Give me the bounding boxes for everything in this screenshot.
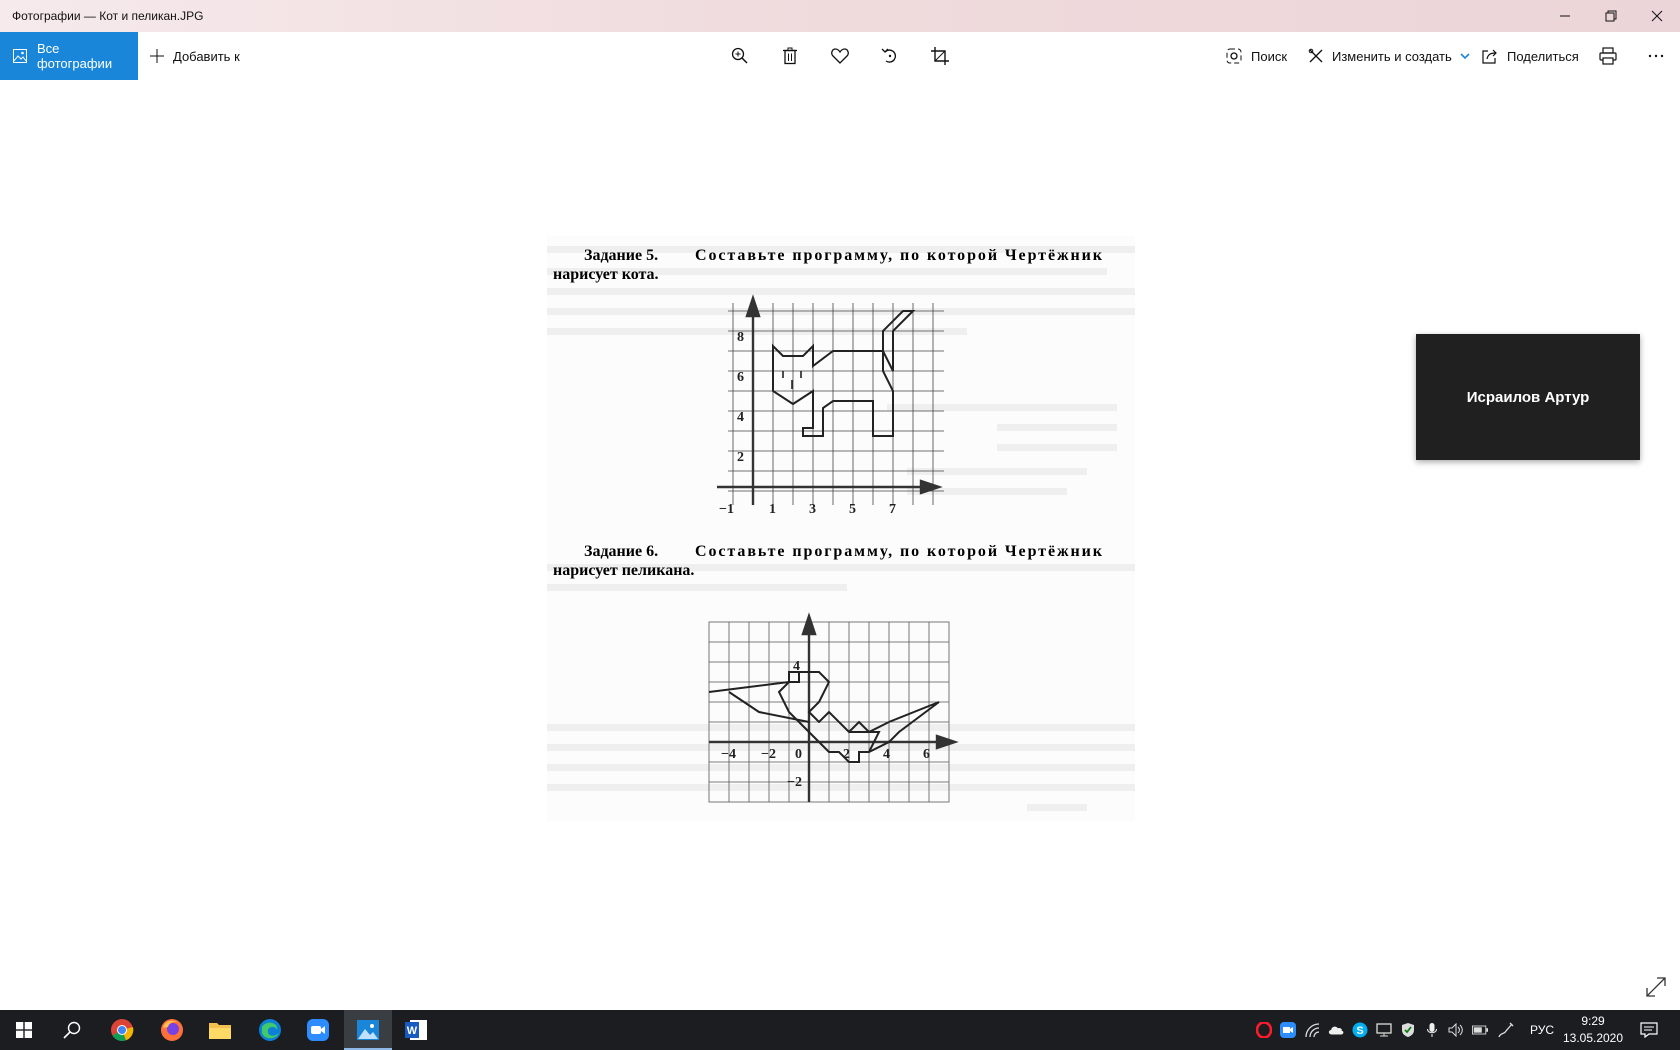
heart-icon	[831, 48, 849, 64]
svg-text:4: 4	[883, 747, 890, 762]
task6-text-line1: Составьте программу, по которой Чертёжник	[695, 543, 1102, 560]
crop-button[interactable]	[926, 42, 954, 70]
svg-text:W: W	[406, 1025, 418, 1037]
share-icon	[1482, 48, 1498, 64]
photos-icon	[356, 1019, 380, 1041]
search-label: Поиск	[1251, 48, 1288, 64]
tray-onedrive[interactable]	[1328, 1022, 1344, 1038]
tray-display[interactable]	[1376, 1022, 1392, 1038]
clock-time: 9:29	[1581, 1014, 1605, 1028]
tray-microphone[interactable]	[1424, 1022, 1440, 1038]
minimize-button[interactable]	[1542, 0, 1588, 32]
security-icon	[1401, 1022, 1415, 1038]
rotate-button[interactable]	[876, 42, 904, 70]
task6-text-line2: нарисует пеликана.	[553, 562, 695, 579]
edit-create-button[interactable]	[1308, 32, 1470, 80]
language-indicator[interactable]: РУС	[1530, 1023, 1555, 1037]
svg-text:−4: −4	[721, 747, 736, 762]
taskbar-file-explorer[interactable]	[196, 1010, 244, 1050]
add-to-label: Добавить к	[173, 48, 240, 64]
word-icon	[404, 1018, 428, 1042]
display-icon	[1376, 1023, 1392, 1037]
zoom-icon	[306, 1018, 330, 1042]
volume-icon	[1448, 1023, 1464, 1037]
svg-text:2: 2	[737, 450, 744, 465]
microphone-icon	[1426, 1022, 1438, 1038]
svg-text:4: 4	[737, 410, 744, 425]
svg-text:7: 7	[889, 502, 896, 517]
taskbar-firefox[interactable]	[148, 1010, 196, 1050]
skype-icon	[1352, 1022, 1368, 1038]
svg-text:−2: −2	[787, 775, 802, 790]
all-photos-label: Все фотографии	[36, 41, 113, 71]
taskbar	[0, 1010, 1680, 1050]
cat-x-labels	[719, 502, 896, 517]
svg-text:6: 6	[923, 747, 930, 762]
all-photos-button[interactable]	[0, 32, 138, 80]
rotate-icon	[881, 47, 899, 65]
print-button[interactable]	[1594, 42, 1622, 70]
window-title: Фотографии — Кот и пеликан.JPG	[12, 9, 204, 23]
tray-opera[interactable]	[1256, 1022, 1272, 1038]
tray-battery[interactable]	[1472, 1022, 1488, 1038]
svg-text:6: 6	[737, 370, 744, 385]
taskbar-search-button[interactable]	[48, 1010, 96, 1050]
notification-icon	[1640, 1022, 1658, 1038]
svg-text:2: 2	[843, 747, 850, 762]
svg-text:4: 4	[793, 659, 800, 674]
svg-text:1: 1	[769, 502, 776, 517]
tray-zoom[interactable]	[1280, 1022, 1296, 1038]
svg-text:8: 8	[737, 330, 744, 345]
title-bar	[0, 0, 1680, 32]
fullscreen-button[interactable]	[1644, 975, 1668, 999]
plus-icon	[150, 49, 164, 63]
notification-button[interactable]	[1640, 1021, 1658, 1039]
more-button[interactable]	[1642, 42, 1670, 70]
task5-heading: Задание 5.	[584, 247, 659, 264]
add-to-button[interactable]	[150, 32, 240, 80]
tray-pen[interactable]	[1498, 1022, 1514, 1038]
toolbar	[0, 32, 1680, 80]
search-button[interactable]	[1226, 32, 1287, 80]
pelican-axes	[709, 616, 955, 802]
clock[interactable]	[1557, 1013, 1629, 1047]
share-label: Поделиться	[1507, 48, 1579, 64]
task6-heading: Задание 6.	[584, 543, 659, 560]
taskbar-photos[interactable]	[344, 1010, 392, 1050]
svg-text:S: S	[1356, 1025, 1364, 1037]
delete-button[interactable]	[776, 42, 804, 70]
svg-text:−1: −1	[719, 502, 734, 517]
tray-network[interactable]	[1304, 1022, 1320, 1038]
clock-date: 13.05.2020	[1562, 1031, 1624, 1045]
print-icon	[1599, 47, 1617, 65]
zoom-in-button[interactable]	[726, 42, 754, 70]
taskbar-edge[interactable]	[246, 1010, 294, 1050]
share-button[interactable]	[1482, 32, 1579, 80]
close-icon	[1651, 10, 1663, 22]
expand-icon	[1644, 975, 1668, 999]
battery-icon	[1472, 1025, 1488, 1035]
svg-text:5: 5	[849, 502, 856, 517]
more-icon	[1647, 53, 1665, 59]
file-explorer-icon	[208, 1020, 232, 1040]
minimize-icon	[1559, 10, 1571, 22]
tray-volume[interactable]	[1448, 1022, 1464, 1038]
svg-text:0: 0	[795, 747, 802, 762]
favorite-button[interactable]	[826, 42, 854, 70]
firefox-icon	[160, 1018, 184, 1042]
task5-text-line1: Составьте программу, по которой Чертёжник	[695, 247, 1102, 264]
cat-face	[783, 371, 801, 389]
edit-icon	[1308, 48, 1324, 64]
edge-icon	[258, 1018, 282, 1042]
taskbar-word[interactable]	[392, 1010, 440, 1050]
svg-text:3: 3	[809, 502, 816, 517]
svg-text:−2: −2	[761, 747, 776, 762]
taskbar-zoom[interactable]	[294, 1010, 342, 1050]
close-button[interactable]	[1634, 0, 1680, 32]
windows-start-icon	[16, 1022, 32, 1038]
start-button[interactable]	[0, 1010, 48, 1050]
photos-icon	[13, 49, 27, 63]
tray-security[interactable]	[1400, 1022, 1416, 1038]
onedrive-icon	[1328, 1024, 1344, 1036]
pen-icon	[1498, 1022, 1514, 1038]
search-icon	[63, 1021, 81, 1039]
opera-icon	[1256, 1022, 1272, 1038]
task5-text-line2: нарисует кота.	[553, 266, 659, 283]
restore-icon	[1605, 10, 1617, 22]
network-icon	[1304, 1022, 1320, 1038]
taskbar-chrome[interactable]	[98, 1010, 146, 1050]
restore-button[interactable]	[1588, 0, 1634, 32]
participant-card[interactable]	[1416, 334, 1640, 460]
photo-image	[547, 236, 1135, 821]
search-icon	[1226, 48, 1242, 64]
chevron-down-icon	[1460, 52, 1470, 60]
delete-icon	[782, 47, 798, 65]
cat-y-labels	[737, 330, 744, 465]
zoom-in-icon	[731, 47, 749, 65]
tray-skype[interactable]	[1352, 1022, 1368, 1038]
chrome-icon	[110, 1018, 134, 1042]
edit-create-label: Изменить и создать	[1332, 48, 1452, 64]
participant-name: Исраилов Артур	[1466, 388, 1590, 406]
zoom-tray-icon	[1280, 1022, 1296, 1038]
crop-icon	[931, 47, 949, 65]
